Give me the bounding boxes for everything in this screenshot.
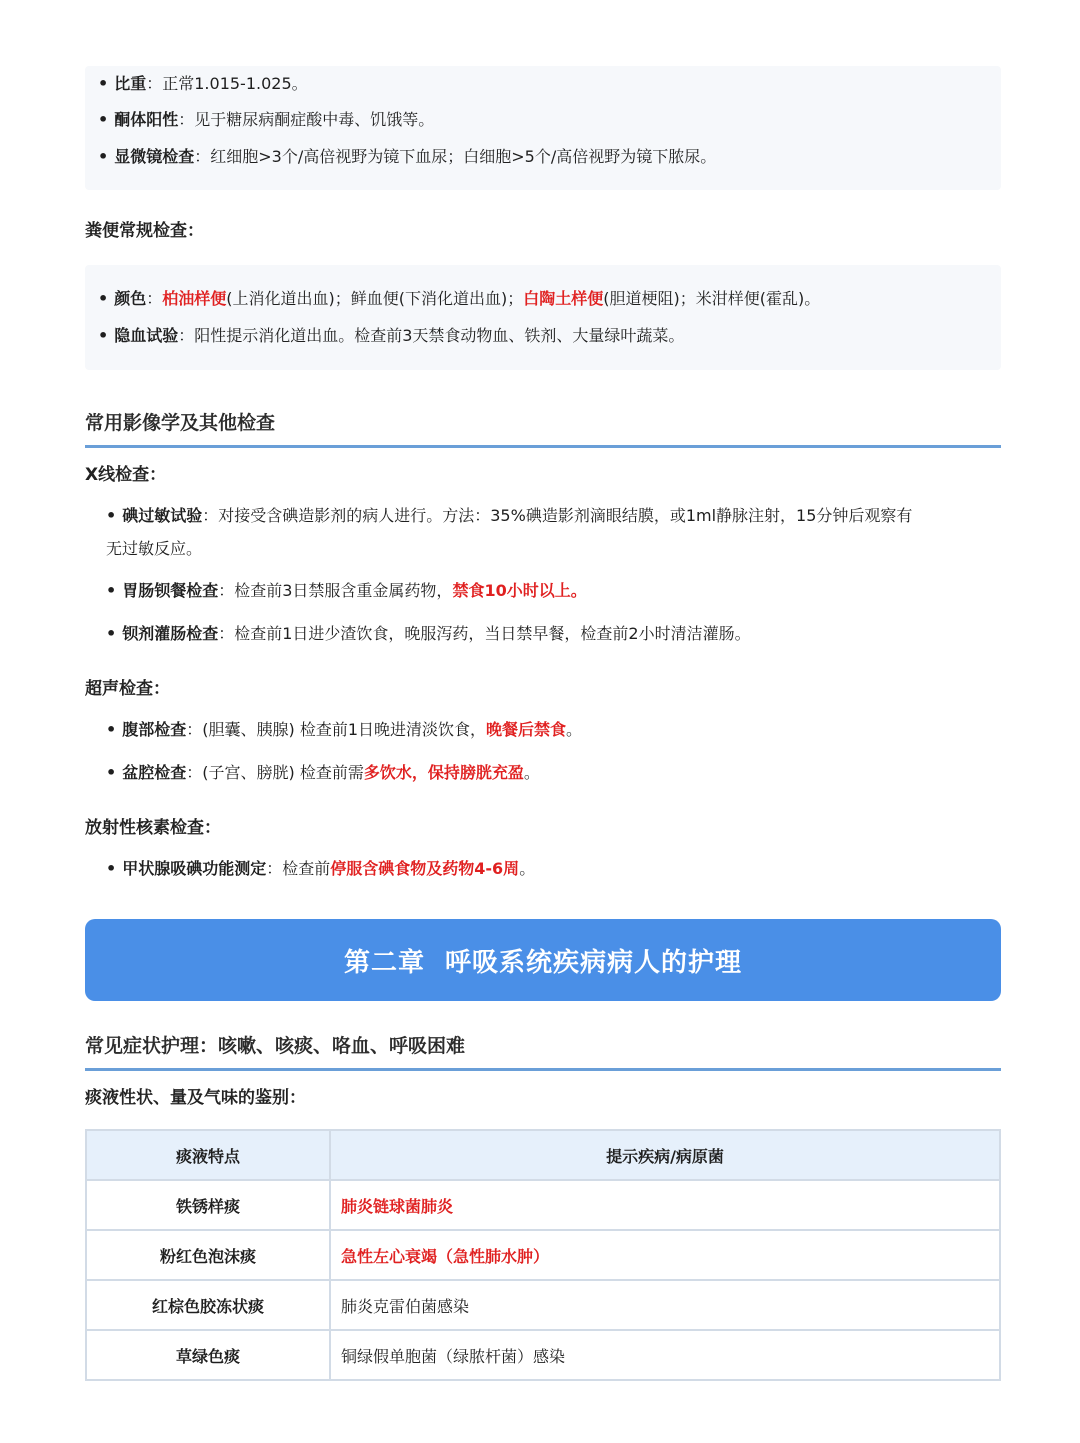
table-header-feature: 痰液特点 [86,1130,330,1180]
bullet: • [106,763,117,782]
item-text: ：(胆囊、胰腺) 检查前1日晚进清淡饮食， [186,720,487,739]
table-header-row [86,1130,1000,1180]
item-label: 盆腔检查 [122,763,187,782]
table-header-disease: 提示疾病/病原菌 [330,1130,1000,1180]
list-item [106,580,587,602]
item-label: 甲状腺吸碘功能测定 [122,859,267,878]
bullet: • [106,624,117,643]
item-label: 胃肠钡餐检查 [122,581,219,600]
table-cell-disease: 急性左心衰竭（急性肺水肿） [330,1230,1000,1280]
item-text: ：检查前 [266,859,331,878]
table-cell-feature: 红棕色胶冻状痰 [86,1280,330,1330]
table-cell-feature: 草绿色痰 [86,1330,330,1380]
imaging-section-title: 常用影像学及其他检查 [85,408,1001,448]
item-label: 腹部检查 [122,720,187,739]
item-text: 。 [523,763,540,782]
bullet: • [98,289,109,308]
item-label: 隐血试验 [114,326,179,345]
item-text: ： [146,289,163,308]
table-cell-disease: 铜绿假单胞菌（绿脓杆菌）感染 [330,1330,1000,1380]
bullet: • [106,506,117,525]
item-label: 钡剂灌肠检查 [122,624,219,643]
item-text: ：正常1.015-1.025。 [146,74,308,93]
stool-info-box [85,265,1001,370]
sputum-table [85,1129,1001,1381]
item-text: (上消化道出血)；鲜血便(下消化道出血)； [226,289,524,308]
list-item [106,505,912,527]
bullet: • [98,110,109,129]
item-label: 碘过敏试验 [122,506,203,525]
highlight-text: 晚餐后禁食 [486,720,567,739]
item-label: 酮体阳性 [114,110,179,129]
nuclear-heading: 放射性核素检查： [85,818,221,838]
item-label: 显微镜检查 [114,147,195,166]
item-text: ：红细胞>3个/高倍视野为镜下血尿；白细胞>5个/高倍视野为镜下脓尿。 [194,147,717,166]
list-item-continuation: 无过敏反应。 [106,539,203,558]
item-label: 比重 [114,74,147,93]
item-text: ：见于糖尿病酮症酸中毒、饥饿等。 [178,110,435,129]
table-cell-feature: 铁锈样痰 [86,1180,330,1230]
list-item [106,623,751,645]
table-cell-feature: 粉红色泡沫痰 [86,1230,330,1280]
item-text: ：检查前3日禁服含重金属药物， [218,581,453,600]
table-cell-disease: 肺炎克雷伯菌感染 [330,1280,1000,1330]
list-item [106,719,582,741]
table-row [86,1330,1000,1380]
bullet: • [98,147,109,166]
item-text: ：对接受含碘造影剂的病人进行。方法：35%碘造影剂滴眼结膜，或1ml静脉注射，15分钟后观察有 [202,506,913,525]
highlight-text: 白陶土样便 [523,289,604,308]
chapter-title: 第二章 呼吸系统疾病病人的护理 [343,947,743,978]
list-item [106,858,535,880]
list-item [106,762,540,784]
item-text: (胆道梗阻)；米泔样便(霍乱)。 [603,289,821,308]
sputum-heading: 痰液性状、量及气味的鉴别： [85,1088,306,1108]
stool-heading: 粪便常规检查： [85,221,204,241]
list-item [98,146,716,168]
list-item [98,109,434,131]
highlight-text: 柏油样便 [162,289,227,308]
list-item [98,288,820,310]
item-text: 。 [519,859,536,878]
table-row [86,1180,1000,1230]
list-item [98,73,308,95]
xray-heading: X线检查： [85,465,167,485]
table-row [86,1230,1000,1280]
bullet: • [106,720,117,739]
ultrasound-heading: 超声检查： [85,679,170,699]
item-text: ：阳性提示消化道出血。检查前3天禁食动物血、铁剂、大量绿叶蔬菜。 [178,326,685,345]
table-row [86,1280,1000,1330]
highlight-text: 多饮水，保持膀胱充盈 [363,763,524,782]
bullet: • [98,74,109,93]
bullet: • [106,581,117,600]
bullet: • [106,859,117,878]
respiratory-section-title: 常见症状护理：咳嗽、咳痰、咯血、呼吸困难 [85,1031,1001,1071]
highlight-text: 停服含碘食物及药物4-6周 [330,859,520,878]
item-text: ：(子宫、膀胱) 检查前需 [186,763,364,782]
item-label: 颜色 [114,289,147,308]
table-cell-disease: 肺炎链球菌肺炎 [330,1180,1000,1230]
item-text: 。 [566,720,583,739]
chapter-banner [85,919,1001,1001]
list-item [98,325,684,347]
bullet: • [98,326,109,345]
highlight-text: 禁食10小时以上。 [452,581,587,600]
item-text: ：检查前1日进少渣饮食，晚服泻药，当日禁早餐，检查前2小时清洁灌肠。 [218,624,751,643]
